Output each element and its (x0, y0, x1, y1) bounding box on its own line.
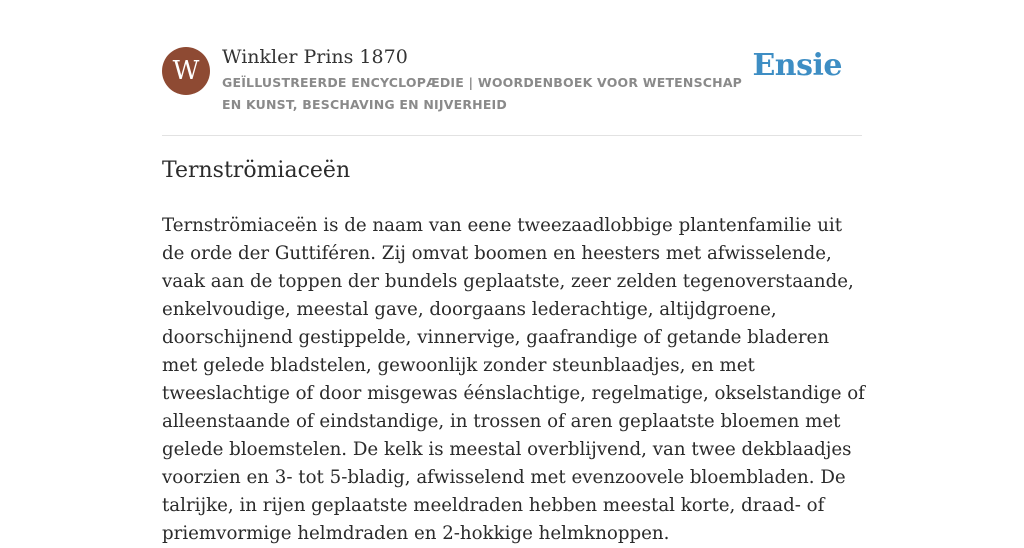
article-body: Ternströmiaceën is de naam van eene tweezaadlobbige plantenfamilie uit de orde der Guttiféren. Zij omvat boomen en heesters met afwisselende, vaak aan de toppen der bundels geplaatste, zeer zelden tegenoverstaande, enkelvoudige, meestal gave, doorgaans lederachtige, altijdgroene, doorschijnend gestippelde, vinnervige, gaafrandige of getande bladeren met gelede bladstelen, gewoonlijk zonder steunblaadjes, en met tweeslachtige of door misgewas éénslachtige, regelmatige, okselstandige of alleenstaande of eindstandige, in trossen of aren geplaatste bloemen met gelede bloemstelen. De kelk is meestal overblijvend, van twee dekblaadjes voorzien en 3- tot 5-bladig, afwisselend met evenzoovele bloembladen. De talrijke, in rijen geplaatste meeldraden hebben meestal korte, draad- of priemvormige helmdraden en 2-hokkige helmknoppen. (162, 215, 865, 544)
ensie-logo[interactable]: Ensie (752, 48, 842, 83)
source-title[interactable]: Winkler Prins 1870 (222, 46, 408, 68)
source-header (162, 46, 862, 116)
article-title: Ternströmiaceën (162, 158, 351, 183)
header-divider (162, 135, 862, 136)
source-avatar[interactable]: W (162, 47, 210, 95)
source-subtitle: GEÏLLUSTREERDE ENCYCLOPÆDIE | WOORDENBOEK VOOR WETENSCHAP EN KUNST, BESCHAVING EN NIJVERHEID (222, 75, 743, 112)
